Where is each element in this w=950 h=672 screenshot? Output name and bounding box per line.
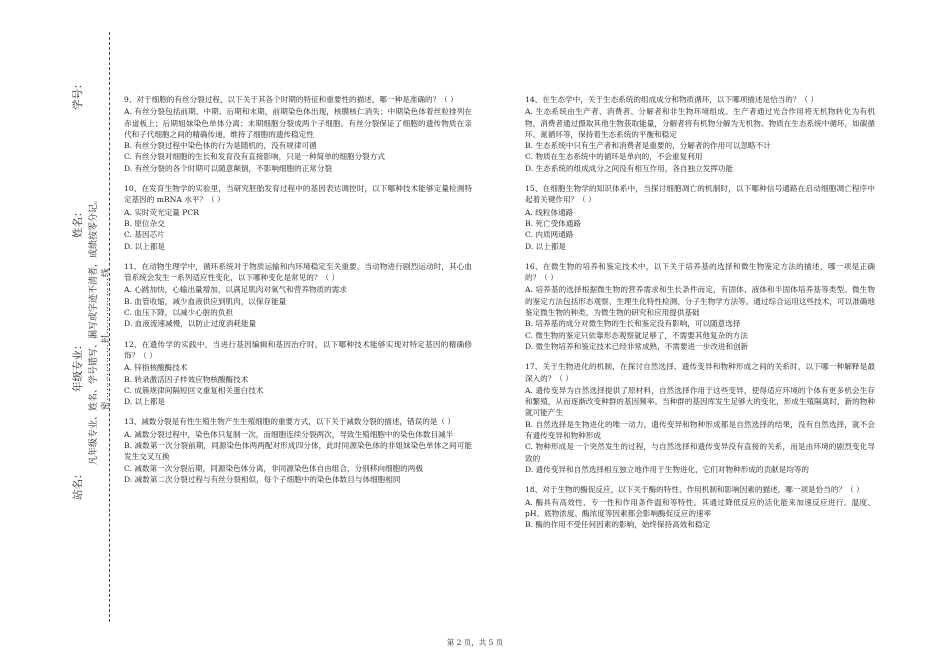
- question-stem: 17、关于生物进化的机制，在探讨自然选择、遗传变异和物种形成之间的关系时，以下哪一种解释是最深入的？（ ）: [525, 362, 875, 383]
- option-b: B. 原位杂交: [124, 218, 165, 228]
- option-b: B. 死亡受体通路: [525, 218, 581, 228]
- left-column: [124, 94, 472, 494]
- option-d: D. 以上都是: [124, 397, 166, 407]
- question-9: [124, 94, 472, 174]
- question-stem: 10、在发育生物学的实验里，当研究胚胎发育过程中的基因表达调控时，以下哪种技术能够定量检测特定基因的 mRNA 水平？（ ）: [124, 184, 472, 205]
- question-stem: 15、在细胞生物学的知识体系中，当探讨细胞凋亡的机制时，以下哪种信号通路在启动细胞凋亡程序中起着关键作用？（ ）: [525, 184, 875, 205]
- option-a: A. 生态系统由生产者、消费者、分解者和非生物环境组成。生产者通过光合作用将无机物转化为有机物，消费者通过摄取其他生物获取能量，分解者将有机物分解为无机物。物质在生态系统中循环，如碳循环、氮循环等，保持着生态系统的平衡和稳定: [525, 107, 875, 139]
- option-b: B. 转录激活因子样效应物核酸酶技术: [124, 374, 249, 384]
- option-b: B. 酶的作用不受任何因素的影响，始终保持高效和稳定: [525, 520, 711, 530]
- question-stem: 11、在动物生理学中，循环系统对于物质运输和内环境稳定至关重要。当动物进行剧烈运动时，其心血管系统会发生一系列适应性变化，以下哪种变化是常见的？（ ）: [124, 261, 472, 283]
- question-11: [124, 261, 472, 330]
- option-c: C. 物质在生态系统中的循环是单向的，不会重复利用: [525, 152, 703, 162]
- option-a: A. 酶具有高效性、专一性和作用条件温和等特性。其通过降低反应的活化能来加速反应进行。温度、pH、底物浓度、酶浓度等因素都会影响酶促反应的速率: [525, 497, 875, 518]
- option-b: B. 培养基的成分对微生物的生长和鉴定没有影响，可以随意选择: [525, 319, 741, 329]
- option-c: C. 减数第一次分裂后期，同源染色体分离，非同源染色体自由组合，分别移向细胞的两极: [124, 463, 423, 473]
- option-d: D. 减数第二次分裂过程与有丝分裂相似，每个子细胞中的染色体数目与体细胞相同: [124, 474, 401, 484]
- option-b: B. 血管收缩，减少血液供应到肌肉，以保存能量: [124, 296, 287, 306]
- notice-text: 凡年级专业、姓名、学号错写、漏写或字迹不清者，成绩按零分记。: [89, 194, 99, 465]
- school-label: 站名：: [72, 468, 84, 500]
- option-a: A. 遗传变异为自然选择提供了原材料，自然选择作用于这些变异，使得适应环境的个体有更多机会生存和繁殖，从而逐渐改变种群的基因频率。当种群的基因库发生足够大的变化，形成生殖隔离时，新的物种就可能产生: [525, 385, 875, 418]
- option-b: B. 有丝分裂过程中染色体的行为是随机的，没有规律可循: [124, 141, 317, 151]
- class-label: 年级专业：: [72, 339, 84, 392]
- question-17: [525, 361, 875, 475]
- question-12: [124, 339, 472, 408]
- option-b: B. 生态系统中只有生产者和消费者是重要的，分解者的作用可以忽略不计: [525, 141, 771, 151]
- right-column: [525, 94, 875, 539]
- option-d: D. 以上都是: [525, 241, 567, 251]
- option-a: A. 心跳加快，心输出量增加，以满足肌肉对氧气和营养物质的需求: [124, 285, 347, 295]
- option-c: C. 有丝分裂对细胞的生长和发育没有直接影响，只是一种简单的细胞分裂方式: [124, 152, 385, 162]
- question-stem: 9、对于细胞的有丝分裂过程，以下关于其各个时期的特征和重要性的描述，哪一种是准确的？（ ）: [124, 95, 458, 104]
- question-10: [124, 183, 472, 252]
- question-stem: 14、在生态学中，关于生态系统的组成成分和物质循环，以下哪项描述是恰当的？（ ）: [525, 95, 819, 104]
- seal-dashed-line: [109, 32, 110, 622]
- option-a: A. 实时荧光定量 PCR: [124, 207, 199, 217]
- question-18: [525, 484, 875, 530]
- question-13: [124, 416, 472, 485]
- option-b: B. 自然选择是生物进化的唯一动力，遗传变异和物种形成都是自然选择的结果，没有自然选择，就不会有遗传变异和物种形成: [525, 419, 875, 441]
- question-stem: 12、在遗传学的实践中，当进行基因编辑和基因治疗时，以下哪种技术能够实现对特定基因的精确修饰？（ ）: [124, 339, 472, 360]
- option-c: C. 微生物的鉴定只依靠形态观察就足够了，不需要其他复杂的方法: [525, 330, 748, 340]
- seal-line-text: 密………………封………………线: [101, 267, 111, 410]
- binding-margin: [0, 0, 110, 672]
- option-b: B. 减数第一次分裂前期，同源染色体两两配对形成四分体，此时同源染色体的非姐妹染色单体之间可能发生交叉互换: [124, 441, 472, 462]
- question-stem: 18、对于生物的酶促反应，以下关于酶的特性、作用机制和影响因素的描述，哪一项是恰当的？（ ）: [525, 485, 864, 495]
- option-d: D. 生态系统的组成成分之间没有相互作用，各自独立发挥功能: [525, 163, 734, 173]
- option-d: D. 遗传变异和自然选择相互独立地作用于生物进化，它们对物种形成的贡献是均等的: [525, 464, 810, 474]
- page-number: 第 2 页，共 5 页: [446, 638, 504, 647]
- option-d: D. 有丝分裂的各个时期可以随意颠倒，不影响细胞的正常分裂: [124, 163, 333, 173]
- option-a: A. 锌指核酸酶技术: [124, 363, 188, 373]
- option-d: D. 以上都是: [124, 241, 166, 251]
- question-16: [525, 261, 875, 352]
- option-c: C. 基因芯片: [124, 230, 165, 240]
- name-label: 姓名：: [72, 206, 84, 238]
- option-c: C. 内质网通路: [525, 230, 574, 240]
- option-a: A. 培养基的选择根据微生物的营养需求和生长条件而定，有固体、液体和半固体培养基等类型。微生物的鉴定方法包括形态观察、生理生化特性检测、分子生物学方法等。通过综合运用这些技术，可以准确地鉴定微生物的种类，为微生物的研究和应用提供基础: [525, 285, 875, 318]
- question-15: [525, 183, 875, 252]
- option-d: D. 微生物培养和鉴定技术已经非常成熟，不需要进一步改进和创新: [525, 341, 749, 351]
- question-14: [525, 94, 875, 174]
- option-a: A. 减数分裂过程中，染色体只复制一次，而细胞连续分裂两次，导致生殖细胞中的染色体数目减半: [124, 429, 454, 439]
- question-stem: 16、在微生物的培养和鉴定技术中，以下关于培养基的选择和微生物鉴定方法的描述，哪一项是正确的？（ ）: [525, 261, 875, 283]
- option-a: A. 线粒体通路: [525, 207, 574, 217]
- option-c: C. 血压下降，以减少心脏的负担: [124, 308, 234, 318]
- option-c: C. 物种形成是一个突然发生的过程，与自然选择和遗传变异没有直接的关系，而是由环境的剧烈变化导致的: [525, 442, 875, 463]
- option-d: D. 血液流速减慢，以防止过度消耗能量: [124, 319, 257, 329]
- student-id-label: 学号：: [72, 78, 84, 110]
- option-c: C. 成簇规律间隔短回文重复相关蛋白技术: [124, 385, 264, 395]
- option-a: A. 有丝分裂包括前期、中期、后期和末期，前期染色体出现，核膜核仁消失；中期染色体着丝粒排列在赤道板上；后期姐妹染色单体分离；末期细胞分裂成两个子细胞。有丝分裂保证了细胞的遗传物质在亲代和子代细胞之间的精确传递，维持了细胞的遗传稳定性: [124, 107, 472, 139]
- question-stem: 13、减数分裂是有性生殖生物产生生殖细胞的重要方式，以下关于减数分裂的描述，错误的是（ ）: [124, 417, 456, 427]
